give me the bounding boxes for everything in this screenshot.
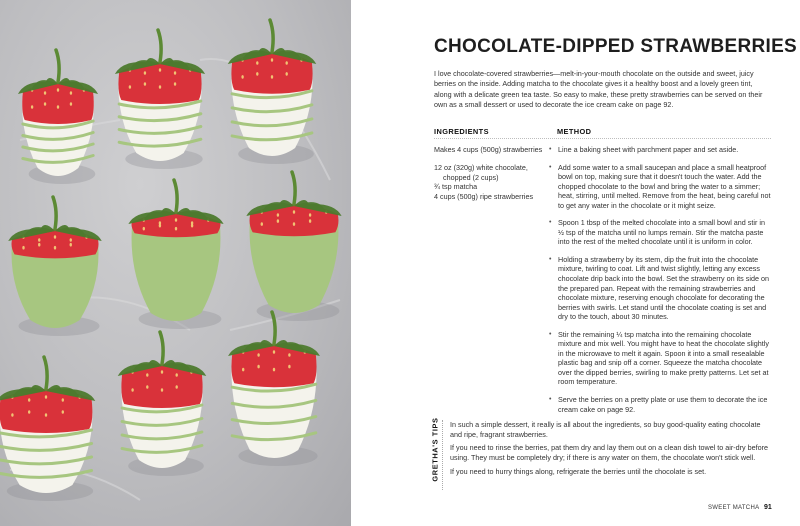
bullet: • [549,146,552,153]
step-text: Spoon 1 tbsp of the melted chocolate into a small bowl and stir in ½ tsp of the matcha until no lumps remain. Stir the matcha paste into the rest of the melted chocolate until it is uniform in color. [558,218,765,247]
strawberry [18,50,98,184]
step-text: Serve the berries on a pretty plate or use them to decorate the ice cream cake on page 92. [558,395,768,414]
bullet: • [549,219,552,227]
bullet: • [549,255,552,263]
method-step [549,163,771,211]
heading-divider [434,138,771,139]
strawberry [228,20,317,164]
recipe-intro: I love chocolate-covered strawberries—melt-in-your-mouth chocolate on the outside and sweet, juicy berries on the inside. Adding matcha to the chocolate gives it a healthy boost and a lovely green tint, along with a delicate green tea taste. So easy to make, these pretty strawberries can be served on their own as a small dessert or used to decorate the ice cream cake on page 92. [434,69,763,110]
photo-illustration [0,0,351,526]
bullet: • [549,163,552,171]
method-step [549,255,771,322]
step-text: Stir the remaining ¼ tsp matcha into the remaining chocolate mixture and mix well. You might have to heat the chocolate slightly in the microwave to melt it again. Spoon it into a small resealable plastic bag and snip off a corner. Squeeze the matcha chocolate over the dipped berries, swirling to make pretty patterns. Let set at room temperature. [558,329,769,387]
ingredients-heading: INGREDIENTS [434,127,489,136]
step-text: Add some water to a small saucepan and place a small heatproof bowl on top, making sure that it doesn't touch the water. Add the chopped chocolate to the bowl and bring the water to a simmer; heat, stirring, until melted. Remove from the heat, being careful not to get any water in the chocolate or it might seize. [558,162,771,210]
ingredient-item: chopped (2 cups) [443,172,499,182]
ingredients-list [434,163,550,201]
tip-item: In such a simple dessert, it really is all about the ingredients, so buy good-quality eating chocolate and ripe, fragrant strawberries. [450,420,761,439]
recipe-title: CHOCOLATE-DIPPED STRAWBERRIES [434,36,798,57]
method-heading: METHOD [557,127,592,136]
method-step [549,145,771,155]
method-steps [549,145,771,414]
method-step [549,218,771,247]
strawberry [0,357,95,501]
footer-section-name: SWEET MATCHA [708,505,760,511]
strawberry [8,197,102,336]
bullet: • [549,330,552,338]
strawberry [228,312,320,466]
method-step [549,395,771,414]
strawberry [246,172,341,321]
ingredient-item: ¾ tsp matcha [434,182,478,192]
ingredient-item: 4 cups (500g) ripe strawberries [434,191,534,201]
tip-item: If you need to rinse the berries, pat them dry and lay them out on a clean dish towel to air-dry before using. They must be completely dry; if there is any water on them, the chocolate won't stick well. [450,443,769,463]
ingredient-item: 12 oz (320g) white chocolate, [434,163,528,172]
tip-item: If you need to hurry things along, refrigerate the berries until the chocolate is set. [450,466,707,476]
step-text: Holding a strawberry by its stem, dip the fruit into the chocolate mixture, twirling to coat. Lift and twist slightly, letting any excess chocolate drip back into the bowl. Set the strawberry on its side on the prepared pan. Repeat with the remaining strawberries and chocolate mixture, reserving enough chocolate for decorating the berries with swirls. Let stand until the chocolate coating is set and dry to the touch, about 30 minutes. [558,254,769,322]
step-text: Line a baking sheet with parchment paper and set aside. [558,145,739,154]
ingredients-yield: Makes 4 cups (500g) strawberries [434,145,543,154]
tips-divider [442,420,443,490]
strawberry [118,332,207,476]
strawberry [115,30,205,169]
tips-label: GRETHA'S TIPS [430,417,440,482]
tips-section [450,420,770,480]
bullet: • [549,396,552,404]
method-step [549,330,771,387]
strawberries-photo [0,0,351,526]
page-number: 91 [764,504,772,511]
